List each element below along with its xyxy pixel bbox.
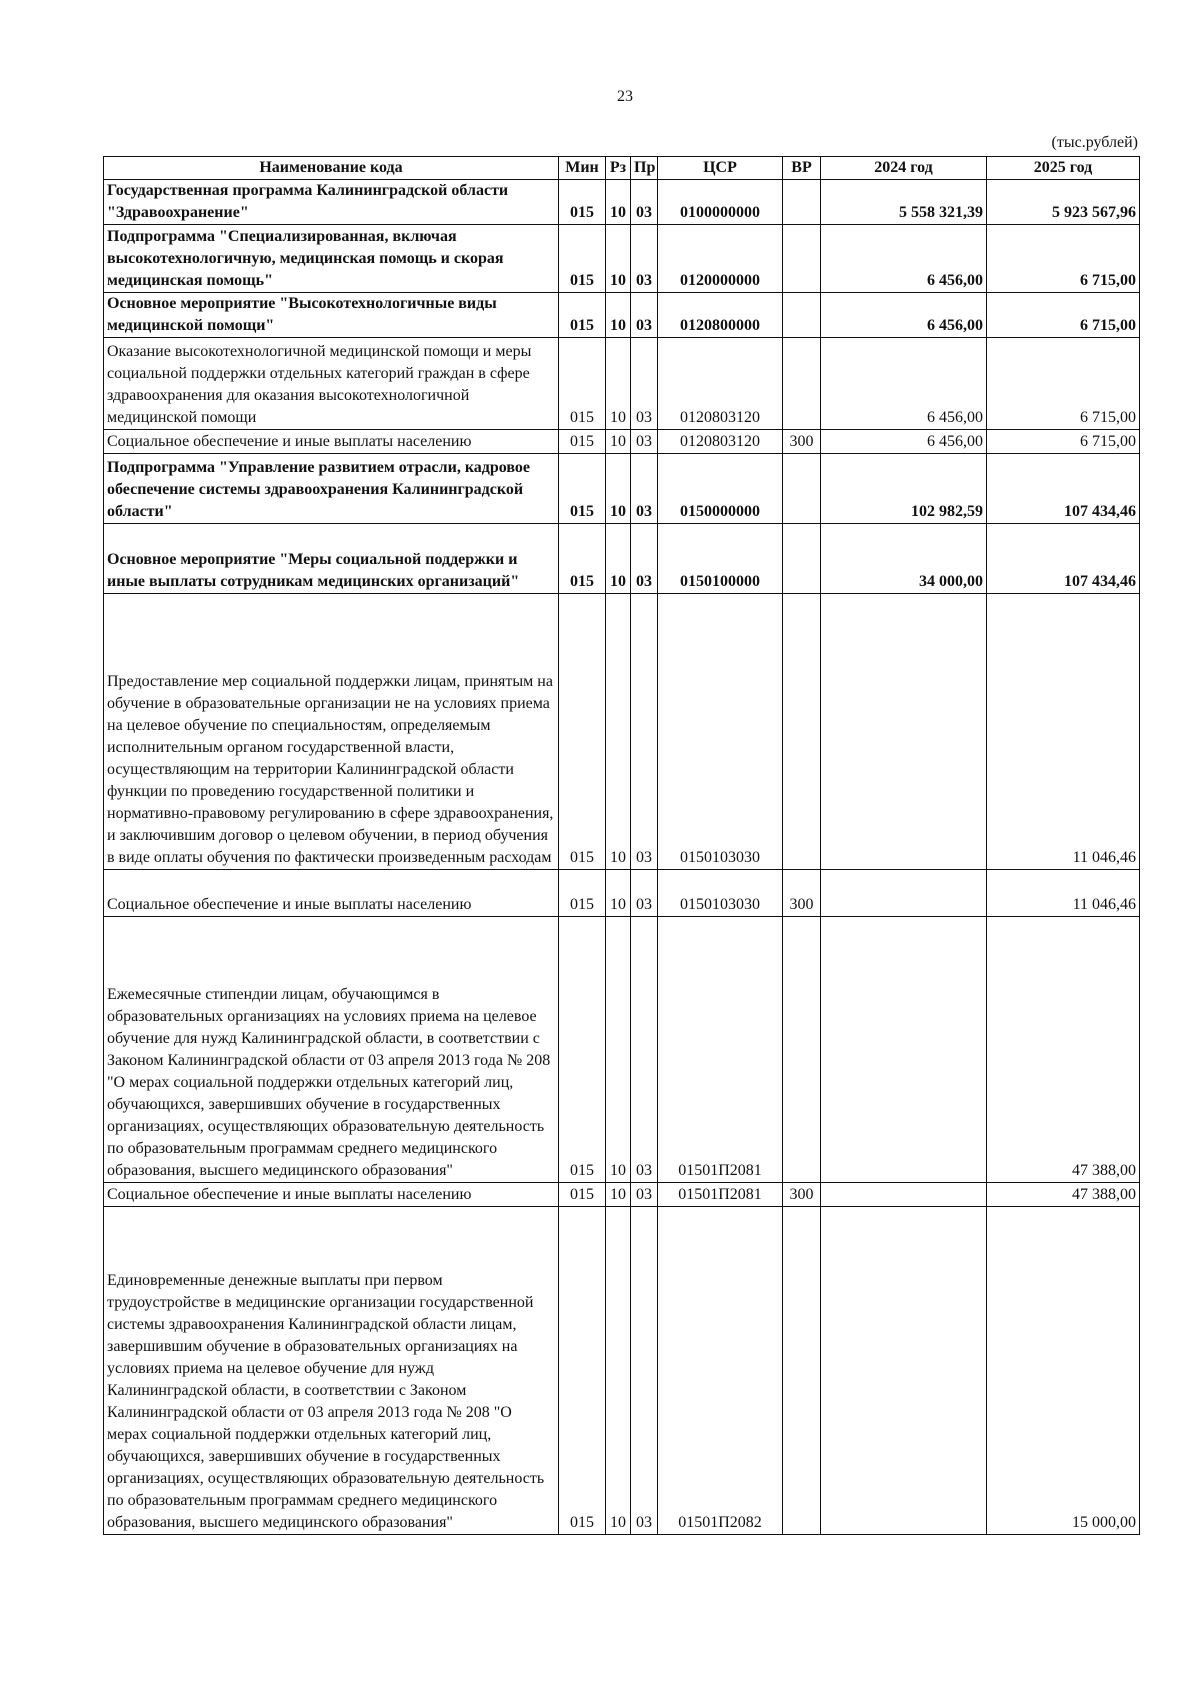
header-pr: Пр [631, 157, 658, 180]
row-csr: 0100000000 [658, 180, 783, 225]
row-name: Государственная программа Калининградской области "Здравоохранение" [104, 180, 559, 225]
row-vr: 300 [783, 1183, 821, 1207]
row-pr: 03 [631, 870, 658, 917]
row-pr: 03 [631, 293, 658, 338]
row-2025: 6 715,00 [987, 430, 1140, 454]
row-2025: 107 434,46 [987, 454, 1140, 524]
row-csr: 01501П2081 [658, 917, 783, 1183]
row-min: 015 [559, 454, 606, 524]
table-row [104, 917, 1140, 1183]
row-min: 015 [559, 1183, 606, 1207]
row-name: Ежемесячные стипендии лицам, обучающимся в образовательных организациях на условиях приема на целевое обучение для нужд Калининградской области, в соответствии с Законом Калининградской области от 03 апреля 2013 года № 208 "О мерах социальной поддержки отдельных категорий лиц, обучающихся, завершивших обучение в государственных организациях, осуществляющих образовательную деятельность по образовательным программам среднего медицинского образования, высшего медицинского образования" [104, 917, 559, 1183]
row-2024: 6 456,00 [821, 293, 987, 338]
row-min: 015 [559, 917, 606, 1183]
row-csr: 0150000000 [658, 454, 783, 524]
row-name: Социальное обеспечение и иные выплаты населению [104, 430, 559, 454]
row-rz: 10 [606, 225, 631, 293]
row-name: Подпрограмма "Управление развитием отрасли, кадровое обеспечение системы здравоохранения Калининградской области" [104, 454, 559, 524]
header-name: Наименование кода [104, 157, 559, 180]
row-csr: 0120803120 [658, 338, 783, 430]
header-csr: ЦСР [658, 157, 783, 180]
row-2024: 6 456,00 [821, 225, 987, 293]
table-row [104, 1207, 1140, 1535]
row-pr: 03 [631, 338, 658, 430]
row-pr: 03 [631, 594, 658, 870]
row-name: Социальное обеспечение и иные выплаты населению [104, 870, 559, 917]
budget-table [103, 156, 1140, 1535]
row-min: 015 [559, 293, 606, 338]
row-2025: 6 715,00 [987, 338, 1140, 430]
row-csr: 01501П2081 [658, 1183, 783, 1207]
table-row [104, 430, 1140, 454]
row-name: Основное мероприятие "Высокотехнологичные виды медицинской помощи" [104, 293, 559, 338]
row-name: Подпрограмма "Специализированная, включая высокотехнологичную, медицинская помощь и скорая медицинская помощь" [104, 225, 559, 293]
page-number: 23 [617, 88, 633, 105]
row-min: 015 [559, 430, 606, 454]
row-rz: 10 [606, 454, 631, 524]
row-min: 015 [559, 225, 606, 293]
row-rz: 10 [606, 1207, 631, 1535]
row-vr [783, 1207, 821, 1535]
row-rz: 10 [606, 338, 631, 430]
row-2025: 47 388,00 [987, 1183, 1140, 1207]
row-2024: 102 982,59 [821, 454, 987, 524]
header-2025: 2025 год [987, 157, 1140, 180]
row-min: 015 [559, 180, 606, 225]
row-2025: 47 388,00 [987, 917, 1140, 1183]
row-name: Единовременные денежные выплаты при первом трудоустройстве в медицинские организации государственной системы здравоохранения Калининградской области лицам, завершившим обучение в образовательных организациях на условиях приема на целевое обучение для нужд Калининградской области, в соответствии с Законом Калининградской области от 03 апреля 2013 года № 208 "О мерах социальной поддержки отдельных категорий лиц, обучающихся, завершивших обучение в государственных организациях, осуществляющих образовательную деятельность по образовательным программам среднего медицинского образования, высшего медицинского образования" [104, 1207, 559, 1535]
row-csr: 01501П2082 [658, 1207, 783, 1535]
row-rz: 10 [606, 180, 631, 225]
table-row [104, 225, 1140, 293]
row-vr [783, 338, 821, 430]
row-2024 [821, 1183, 987, 1207]
row-min: 015 [559, 870, 606, 917]
table-row [104, 180, 1140, 225]
row-rz: 10 [606, 293, 631, 338]
header-min: Мин [559, 157, 606, 180]
row-name: Основное мероприятие "Меры социальной поддержки и иные выплаты сотрудникам медицинских организаций" [104, 524, 559, 594]
row-2024: 6 456,00 [821, 430, 987, 454]
row-vr [783, 180, 821, 225]
row-2024 [821, 594, 987, 870]
row-2024: 5 558 321,39 [821, 180, 987, 225]
row-pr: 03 [631, 180, 658, 225]
row-csr: 0120803120 [658, 430, 783, 454]
row-rz: 10 [606, 1183, 631, 1207]
row-pr: 03 [631, 1183, 658, 1207]
row-2024 [821, 1207, 987, 1535]
row-min: 015 [559, 338, 606, 430]
row-rz: 10 [606, 594, 631, 870]
header-row [104, 157, 1140, 180]
row-min: 015 [559, 594, 606, 870]
row-csr: 0150103030 [658, 870, 783, 917]
row-2025: 5 923 567,96 [987, 180, 1140, 225]
header-vr: ВР [783, 157, 821, 180]
header-rz: Рз [606, 157, 631, 180]
row-vr: 300 [783, 430, 821, 454]
row-2025: 11 046,46 [987, 870, 1140, 917]
row-csr: 0120000000 [658, 225, 783, 293]
row-pr: 03 [631, 524, 658, 594]
row-pr: 03 [631, 225, 658, 293]
row-name: Социальное обеспечение и иные выплаты населению [104, 1183, 559, 1207]
table-row [104, 1183, 1140, 1207]
row-vr [783, 917, 821, 1183]
row-pr: 03 [631, 430, 658, 454]
row-name: Предоставление мер социальной поддержки лицам, принятым на обучение в образовательные организации не на условиях приема на целевое обучение по специальностям, определяемым исполнительным органом государственной власти, осуществляющим на территории Калининградской области функции по проведению государственной политики и нормативно-правовому регулированию в сфере здравоохранения, и заключившим договор о целевом обучении, в период обучения в виде оплаты обучения по фактически произведенным расходам [104, 594, 559, 870]
row-2025: 107 434,46 [987, 524, 1140, 594]
table-row [104, 524, 1140, 594]
row-pr: 03 [631, 454, 658, 524]
row-vr [783, 524, 821, 594]
table-row [104, 454, 1140, 524]
row-vr [783, 454, 821, 524]
table-row [104, 594, 1140, 870]
row-name: Оказание высокотехнологичной медицинской помощи и меры социальной поддержки отдельных категорий граждан в сфере здравоохранения для оказания высокотехнологичной медицинской помощи [104, 338, 559, 430]
row-2025: 6 715,00 [987, 225, 1140, 293]
table-row [104, 293, 1140, 338]
row-pr: 03 [631, 1207, 658, 1535]
row-vr [783, 594, 821, 870]
header-2024: 2024 год [821, 157, 987, 180]
units-label: (тыс.рублей) [1051, 134, 1138, 151]
row-rz: 10 [606, 524, 631, 594]
row-2024: 6 456,00 [821, 338, 987, 430]
row-rz: 10 [606, 430, 631, 454]
row-csr: 0120800000 [658, 293, 783, 338]
row-csr: 0150100000 [658, 524, 783, 594]
row-rz: 10 [606, 917, 631, 1183]
table-row [104, 338, 1140, 430]
row-2025: 15 000,00 [987, 1207, 1140, 1535]
row-min: 015 [559, 524, 606, 594]
row-rz: 10 [606, 870, 631, 917]
table-row [104, 870, 1140, 917]
row-min: 015 [559, 1207, 606, 1535]
row-pr: 03 [631, 917, 658, 1183]
row-csr: 0150103030 [658, 594, 783, 870]
row-2025: 11 046,46 [987, 594, 1140, 870]
row-vr [783, 293, 821, 338]
row-2024: 34 000,00 [821, 524, 987, 594]
row-2025: 6 715,00 [987, 293, 1140, 338]
row-vr: 300 [783, 870, 821, 917]
row-2024 [821, 917, 987, 1183]
row-vr [783, 225, 821, 293]
row-2024 [821, 870, 987, 917]
